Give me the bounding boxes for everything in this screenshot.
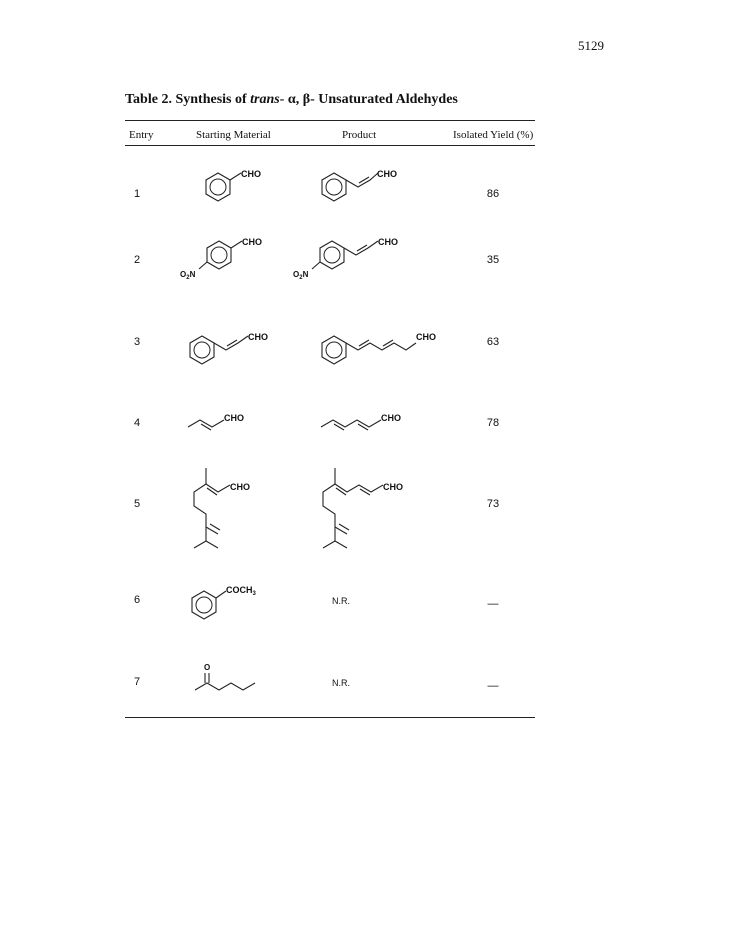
aromatic-circle [211, 247, 227, 263]
starting-material-structure [184, 330, 294, 380]
cho-label: CHO [241, 169, 261, 179]
table-title [125, 92, 458, 108]
table-title-italic: trans- [250, 92, 285, 107]
cho-label: CHO [378, 237, 398, 247]
coch3-label: $COCH_3$ [226, 585, 256, 597]
cho-label: CHO [377, 169, 397, 179]
cho-label: CHO [242, 237, 262, 247]
product-no-reaction: N.R. [332, 596, 350, 606]
table-header-rule [125, 145, 535, 146]
cho-label: CHO [383, 482, 403, 492]
cho-label: CHO [230, 482, 250, 492]
carbonyl-oxygen-label: O [204, 663, 211, 672]
starting-material-structure [200, 170, 270, 220]
entry-number: 1 [133, 188, 141, 200]
entry-number: 2 [133, 254, 141, 266]
starting-material-structure [186, 410, 266, 440]
o2n-label: $O_2N$ [293, 270, 309, 281]
aromatic-circle [210, 179, 226, 195]
starting-material-structure [184, 463, 274, 553]
product-no-reaction: N.R. [332, 678, 350, 688]
cho-label: CHO [416, 332, 436, 342]
isolated-yield: — [487, 680, 499, 692]
cho-label: CHO [381, 413, 401, 423]
aromatic-circle [326, 179, 342, 195]
isolated-yield: 73 [486, 498, 500, 510]
product-structure [313, 463, 433, 553]
aromatic-circle [326, 342, 342, 358]
o2n-label: $O_2N$ [180, 270, 196, 281]
aromatic-circle [324, 247, 340, 263]
page-number: 5129 [578, 38, 604, 53]
table-title-suffix: α, β- Unsaturated Aldehydes [287, 92, 458, 107]
column-header-isolated-yield: Isolated Yield (%) [453, 129, 534, 141]
table-top-rule [125, 120, 535, 121]
table-title-prefix: Synthesis of [175, 92, 247, 107]
entry-number: 3 [133, 336, 141, 348]
starting-material-structure [186, 660, 286, 700]
product-structure [319, 410, 429, 440]
cho-label: CHO [224, 413, 244, 423]
starting-material-structure [186, 582, 276, 627]
isolated-yield: — [487, 598, 499, 610]
isolated-yield: 86 [486, 188, 500, 200]
entry-number: 7 [133, 676, 141, 688]
isolated-yield: 63 [486, 336, 500, 348]
isolated-yield: 35 [486, 254, 500, 266]
aromatic-circle [194, 342, 210, 358]
product-structure [291, 238, 431, 288]
product-structure [316, 330, 456, 380]
entry-number: 4 [133, 417, 141, 429]
aromatic-circle [196, 597, 212, 613]
cho-label: CHO [248, 332, 268, 342]
isolated-yield: 78 [486, 417, 500, 429]
entry-number: 5 [133, 498, 141, 510]
product-structure [316, 170, 426, 220]
column-header-entry: Entry [129, 129, 154, 141]
table-bottom-rule [125, 717, 535, 718]
table-title-label: Table 2. [125, 92, 172, 107]
starting-material-structure [178, 238, 278, 288]
column-header-product: Product [342, 129, 377, 141]
entry-number: 6 [133, 594, 141, 606]
column-header-starting-material: Starting Material [196, 129, 271, 141]
